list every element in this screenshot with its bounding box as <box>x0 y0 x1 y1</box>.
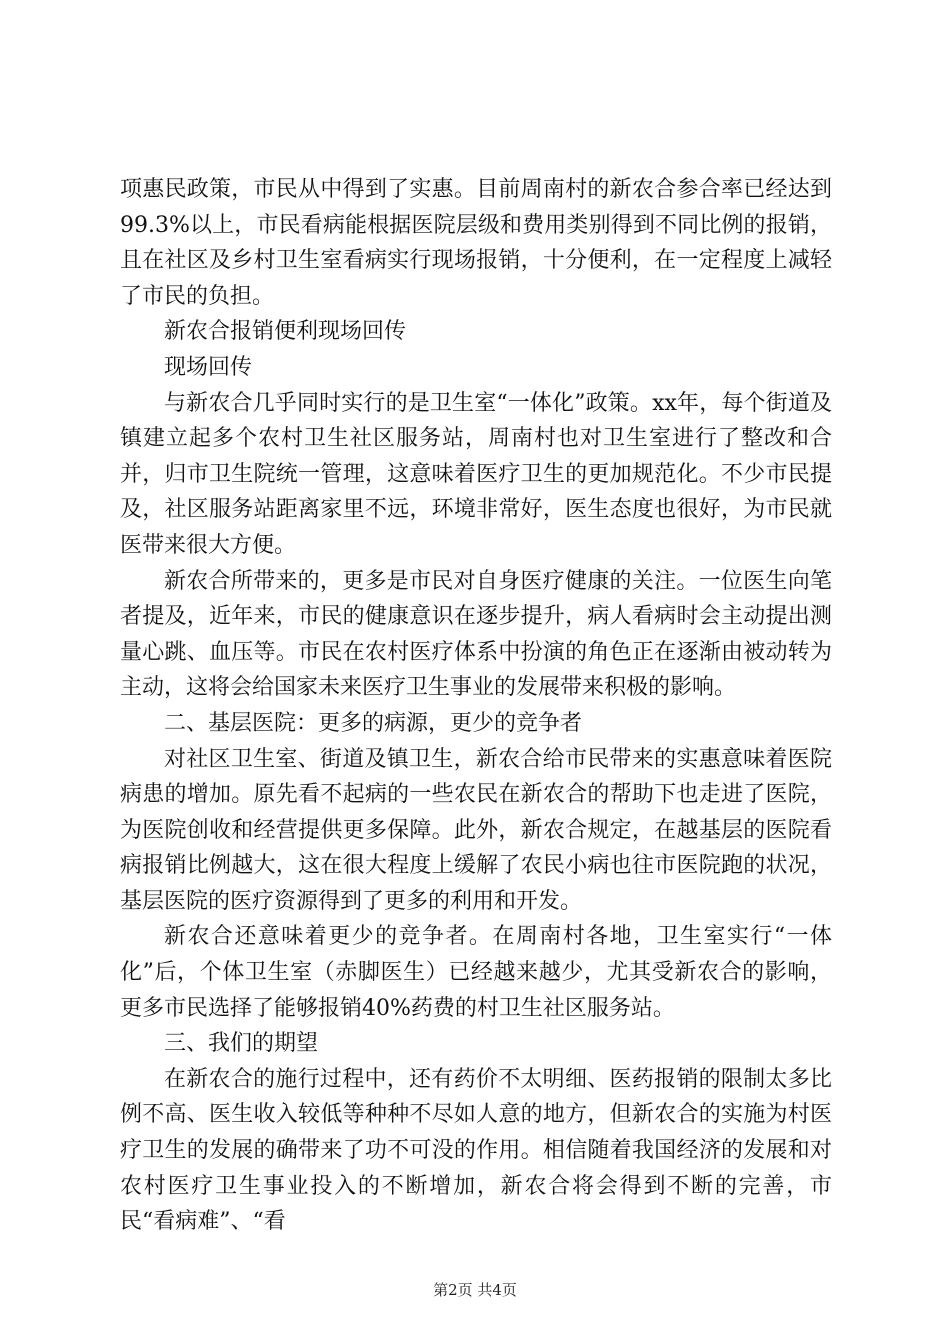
paragraph: 与新农合几乎同时实行的是卫生室“一体化”政策。xx年，每个街道及镇建立起多个农村卫生社区服务站，周南村也对卫生室进行了整改和合并，归市卫生院统一管理，这意味着医疗卫生的更加规范化。不少市民提及，社区服务站距离家里不远，环境非常好，医生态度也很好，为市民就医带来很大方便。 <box>120 390 832 558</box>
page-footer: 第2页 共4页 <box>433 1281 517 1299</box>
section-subheading: 现场回传 <box>164 354 253 380</box>
paragraph: 对社区卫生室、街道及镇卫生，新农合给市民带来的实惠意味着医院病患的增加。原先看不起病的一些农民在新农合的帮助下也走进了医院，为医院创收和经营提供更多保障。此外，新农合规定，在越基层的医院看病报销比例越大，这在很大程度上缓解了农民小病也往市医院跑的状况，基层医院的医疗资源得到了更多的利用和开发。 <box>120 746 832 914</box>
paragraph: 新农合还意味着更少的竞争者。在周南村各地，卫生室实行“一体化”后，个体卫生室（赤脚医生）已经越来越少，尤其受新农合的影响，更多市民选择了能够报销40%药费的村卫生社区服务站。 <box>120 924 832 1021</box>
section-heading: 二、基层医院：更多的病源，更少的竞争者 <box>164 710 583 736</box>
document-body <box>120 172 832 1240</box>
paragraph: 项惠民政策，市民从中得到了实惠。目前周南村的新农合参合率已经达到99.3%以上，市民看病能根据医院层级和费用类别得到不同比例的报销，且在社区及乡村卫生室看病实行现场报销，十分便利，在一定程度上减轻了市民的负担。 <box>120 177 832 309</box>
section-subheading: 新农合报销便利现场回传 <box>164 319 407 345</box>
paragraph: 新农合所带来的，更多是市民对自身医疗健康的关注。一位医生向笔者提及，近年来，市民的健康意识在逐步提升，病人看病时会主动提出测量心跳、血压等。市民在农村医疗体系中扮演的角色正在逐渐由被动转为主动，这将会给国家未来医疗卫生事业的发展带来积极的影响。 <box>120 568 832 701</box>
section-heading: 三、我们的期望 <box>164 1031 319 1057</box>
paragraph: 在新农合的施行过程中，还有药价不太明细、医药报销的限制太多比例不高、医生收入较低等种种不尽如人意的地方，但新农合的实施为村医疗卫生的发展的确带来了功不可没的作用。相信随着我国经济的发展和对农村医疗卫生事业投入的不断增加，新农合将会得到不断的完善，市民“看病难”、“看 <box>120 1066 832 1235</box>
